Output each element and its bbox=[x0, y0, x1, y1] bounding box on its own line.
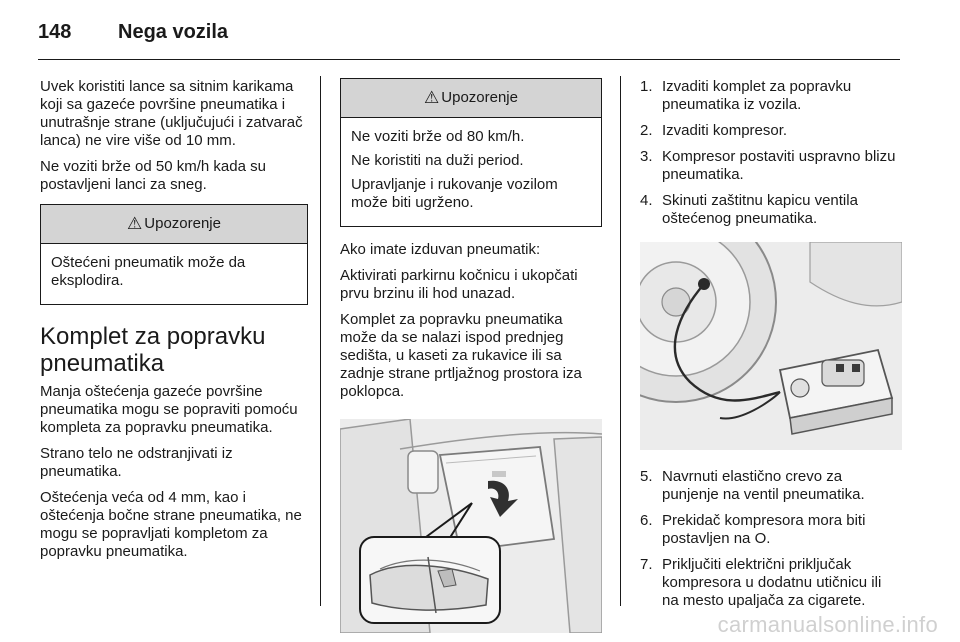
paragraph-flat-tire: Ako imate izduvan pneumatik: bbox=[340, 241, 541, 258]
list-item bbox=[640, 468, 902, 504]
list-item bbox=[640, 512, 902, 548]
step-text: Navrnuti elastično crevo za punjenje na ventil pneumatika. bbox=[662, 468, 865, 503]
kit-stowage-drawing bbox=[340, 419, 602, 633]
paragraph-chains: Uvek koristiti lance sa sitnim karikama koji sa gazeće površine pneumatika i unutrašnje strane (uključujući i zatvarač lanca) ne vire više od 10 mm. bbox=[40, 78, 303, 149]
column-2 bbox=[340, 78, 602, 633]
step-text: Izvaditi kompresor. bbox=[662, 122, 788, 139]
steps-list-b bbox=[640, 468, 902, 610]
chapter-title: Nega vozila bbox=[118, 21, 229, 43]
step-text: Kompresor postaviti uspravno blizu pneumatika. bbox=[662, 148, 896, 183]
compressor-drawing bbox=[640, 242, 902, 450]
step-text: Prekidač kompresora mora biti postavljen na O. bbox=[662, 512, 866, 547]
column-divider-2 bbox=[620, 76, 621, 606]
illustration-kit-stowage bbox=[340, 419, 602, 633]
step-number: 4. bbox=[640, 192, 653, 209]
warning-icon: ⚠ bbox=[424, 88, 440, 107]
column-divider-1 bbox=[320, 76, 321, 606]
step-number: 3. bbox=[640, 148, 653, 165]
paragraph-minor-damage: Manja oštećenja gazeće površine pneumatika mogu se popraviti pomoću kompleta za popravku pneumatika. bbox=[40, 383, 298, 436]
section-title: Komplet za popravku pneumatika bbox=[40, 323, 266, 377]
paragraph-large-damage: Oštećenja veća od 4 mm, kao i oštećenja bočne strane pneumatika, ne mogu se popravljati kompletom za popravku pneumatika. bbox=[40, 489, 302, 560]
list-item bbox=[640, 192, 902, 228]
step-text: Izvaditi komplet za popravku pneumatika iz vozila. bbox=[662, 78, 852, 113]
warning-title: Upozorenje bbox=[144, 215, 221, 232]
paragraph-parking-brake: Aktivirati parkirnu kočnicu i ukopčati prvu brzinu ili hod unazad. bbox=[340, 267, 578, 302]
warning-header bbox=[341, 79, 601, 118]
step-number: 6. bbox=[640, 512, 653, 529]
paragraph-speed-limit: Ne voziti brže od 50 km/h kada su postavljeni lanci za sneg. bbox=[40, 158, 266, 193]
watermark: carmanualsonline.info bbox=[717, 612, 938, 637]
list-item bbox=[640, 148, 902, 184]
warning-text: Oštećeni pneumatik može da eksplodira. bbox=[51, 254, 246, 289]
page-number: 148 bbox=[38, 21, 72, 43]
step-number: 1. bbox=[640, 78, 653, 95]
list-item bbox=[640, 122, 902, 140]
list-item bbox=[640, 78, 902, 114]
paragraph-kit-location: Komplet za popravku pneumatika može da se nalazi ispod prednjeg sedišta, u kaseti za rukavice ili sa zadnje strane prtljažnog prostora iza poklopca. bbox=[340, 311, 582, 400]
step-number: 7. bbox=[640, 556, 653, 573]
steps-list-a bbox=[640, 78, 902, 228]
illustration-compressor bbox=[640, 242, 902, 450]
warning-title: Upozorenje bbox=[441, 89, 518, 106]
warning-box-speed bbox=[340, 78, 602, 227]
paragraph-foreign-object: Strano telo ne odstranjivati iz pneumatika. bbox=[40, 445, 233, 480]
column-3 bbox=[640, 78, 902, 618]
header-divider bbox=[38, 59, 900, 60]
warning-box-tire bbox=[40, 204, 308, 305]
warning-line: Upravljanje i rukovanje vozilom može biti ugrženo. bbox=[351, 176, 558, 211]
warning-line: Ne koristiti na duži period. bbox=[351, 152, 524, 169]
warning-icon: ⚠ bbox=[127, 214, 143, 233]
warning-body bbox=[341, 118, 601, 226]
list-item bbox=[640, 556, 902, 610]
step-number: 5. bbox=[640, 468, 653, 485]
step-number: 2. bbox=[640, 122, 653, 139]
step-text: Skinuti zaštitnu kapicu ventila oštećenog pneumatika. bbox=[662, 192, 858, 227]
warning-body bbox=[41, 244, 307, 304]
column-1 bbox=[40, 78, 308, 569]
warning-header bbox=[41, 205, 307, 244]
warning-line: Ne voziti brže od 80 km/h. bbox=[351, 128, 525, 145]
step-text: Priključiti električni priključak kompresora u dodatnu utičnicu ili na mesto upaljača za cigarete. bbox=[662, 556, 882, 609]
